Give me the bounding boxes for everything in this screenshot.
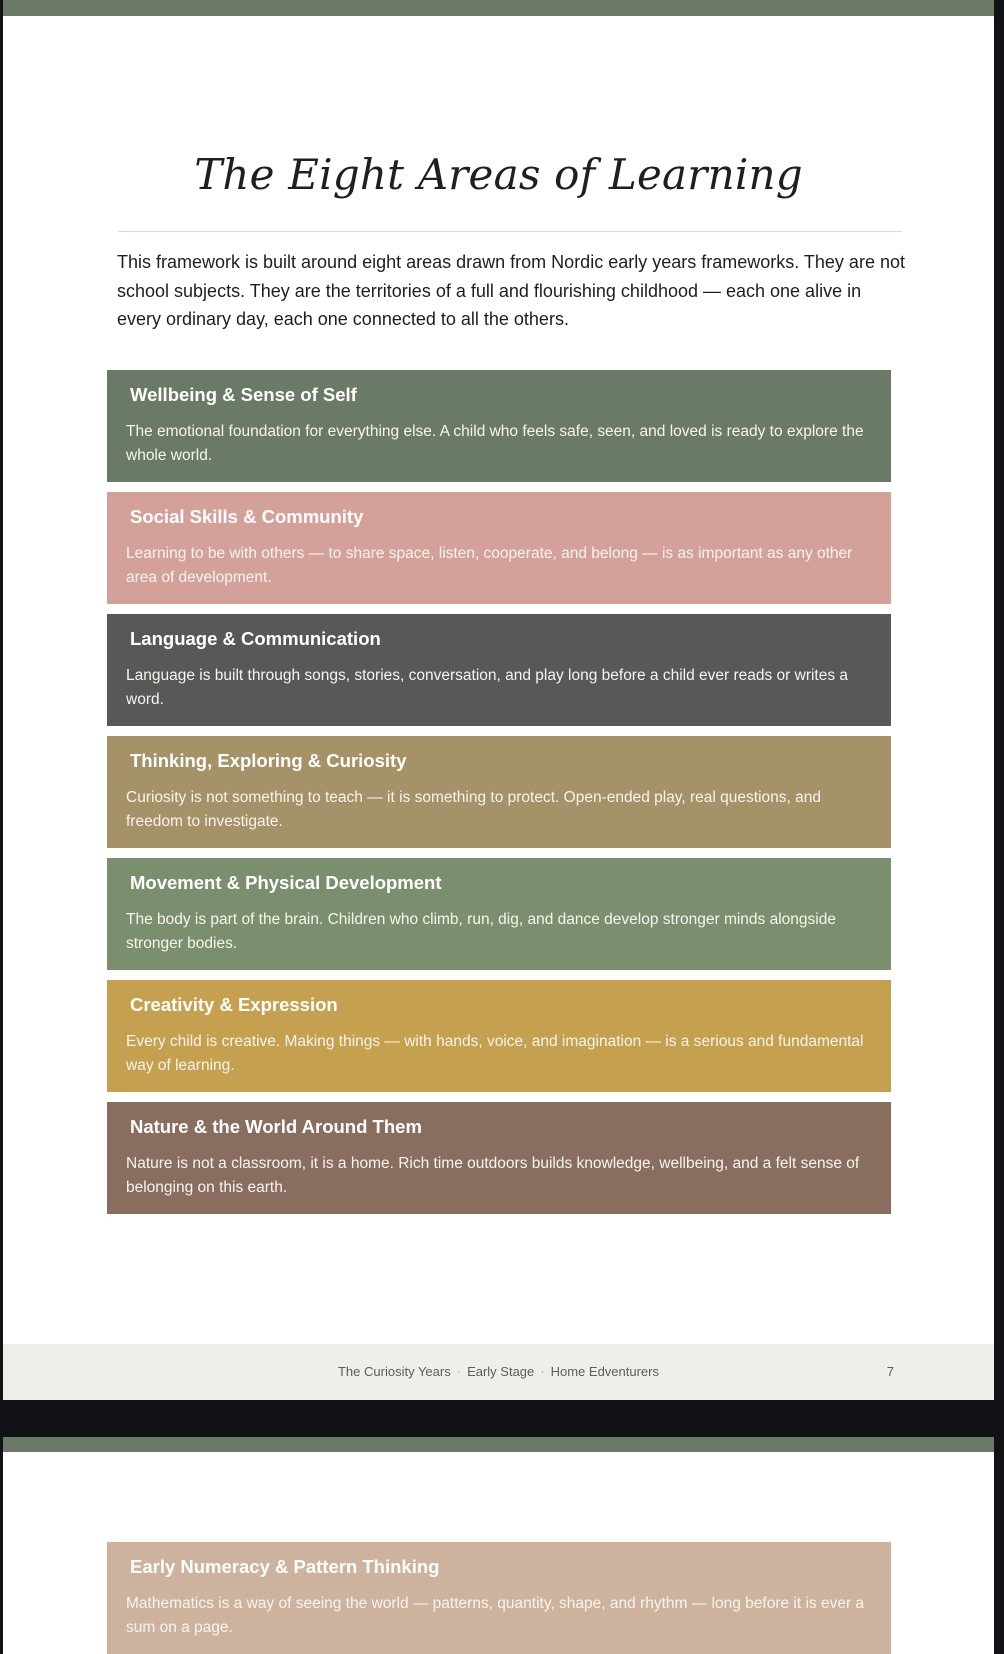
footer-book-title: The Curiosity Years <box>337 1364 451 1379</box>
page-footer <box>3 1344 994 1400</box>
area-card-description: Mathematics is a way of seeing the world — patterns, quantity, shape, and rhythm — long before it is ever a sum on a page. <box>126 1595 865 1636</box>
footer-publisher: Home Edventurers <box>550 1364 659 1379</box>
intro-paragraph: This framework is built around eight areas drawn from Nordic early years frameworks. They are not school subjects. They are the territories of a full and flourishing childhood — each one alive in every ordinary day, each one connected to all the others. <box>117 252 905 329</box>
title-divider <box>118 231 902 232</box>
area-card-title: Early Numeracy & Pattern Thinking <box>130 1556 440 1577</box>
area-card-title: Movement & Physical Development <box>130 872 442 893</box>
area-card-wellbeing <box>107 370 891 482</box>
area-card-description: The body is part of the brain. Children who climb, run, dig, and dance develop stronger minds alongside stronger bodies. <box>126 911 836 952</box>
areas-list <box>107 1542 891 1654</box>
area-card-creativity <box>107 980 891 1092</box>
area-card-description: Language is built through songs, stories, conversation, and play long before a child ever reads or writes a word. <box>126 667 849 708</box>
area-card-title: Nature & the World Around Them <box>130 1116 422 1137</box>
top-color-band <box>3 0 994 16</box>
area-card-description: Curiosity is not something to teach — it is something to protect. Open-ended play, real questions, and freedom to investigate. <box>126 789 822 830</box>
area-card-title: Wellbeing & Sense of Self <box>130 384 357 405</box>
area-card-description: The emotional foundation for everything else. A child who feels safe, seen, and loved is ready to explore the whole world. <box>126 423 864 464</box>
area-card-description: Learning to be with others — to share space, listen, cooperate, and belong — is as important as any other area of development. <box>126 545 853 586</box>
area-card-language <box>107 614 891 726</box>
area-card-nature <box>107 1102 891 1214</box>
area-card-title: Language & Communication <box>130 628 381 649</box>
footer-breadcrumb <box>3 1364 994 1379</box>
area-card-thinking <box>107 736 891 848</box>
area-card-numeracy <box>107 1542 891 1654</box>
area-card-title: Thinking, Exploring & Curiosity <box>130 750 407 771</box>
footer-separator: · <box>540 1364 545 1379</box>
footer-separator: · <box>456 1364 462 1379</box>
area-card-social-skills <box>107 492 891 604</box>
areas-list <box>107 370 891 1224</box>
page-title: The Eight Areas of Learning <box>194 150 803 199</box>
area-card-title: Social Skills & Community <box>130 506 364 527</box>
top-color-band <box>3 1437 994 1452</box>
page-8 <box>3 1437 994 1654</box>
area-card-description: Nature is not a classroom, it is a home. Rich time outdoors builds knowledge, wellbeing, and a felt sense of belonging on this earth. <box>126 1155 860 1196</box>
page-number: 7 <box>886 1364 894 1379</box>
page-7 <box>3 0 994 1400</box>
footer-stage: Early Stage <box>467 1364 535 1379</box>
area-card-description: Every child is creative. Making things — with hands, voice, and imagination — is a serious and fundamental way of learning. <box>126 1033 864 1074</box>
area-card-title: Creativity & Expression <box>130 994 338 1015</box>
area-card-movement <box>107 858 891 970</box>
